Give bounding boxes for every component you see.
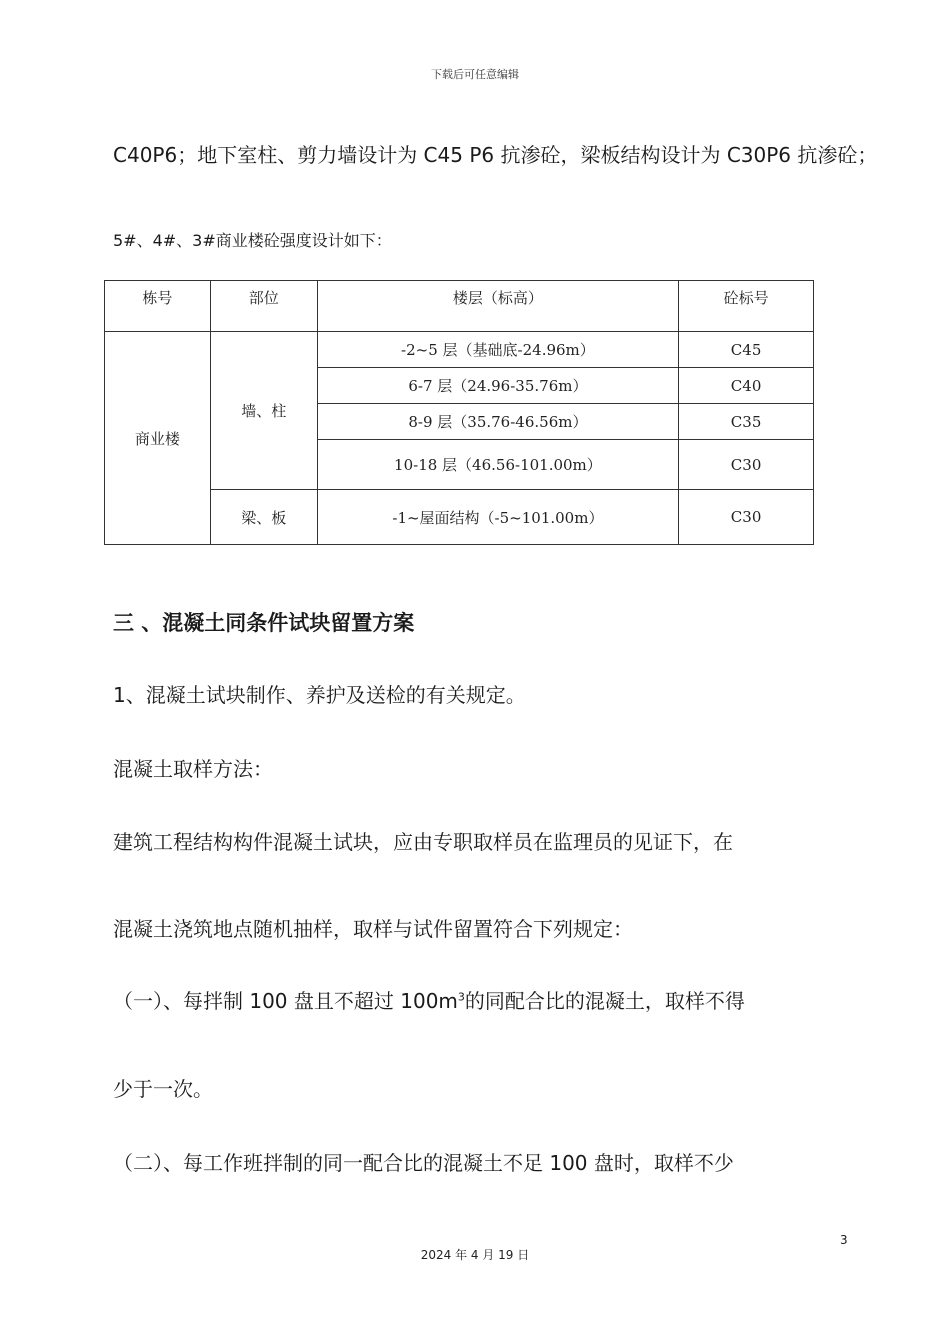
paragraph-rule-two-line1: （二）、每工作班拌制的同一配合比的混凝土不足 100 盘时，取样不少 bbox=[113, 1151, 734, 1175]
table-header-row bbox=[105, 281, 814, 332]
cell-grade: C30 bbox=[679, 490, 814, 545]
cell-part-beam: 梁、板 bbox=[210, 490, 317, 545]
page-header: 下载后可任意编辑 bbox=[431, 68, 519, 81]
cell-grade: C40 bbox=[679, 368, 814, 404]
cell-floor: -2~5 层（基础底-24.96m） bbox=[317, 332, 679, 368]
cell-grade: C35 bbox=[679, 404, 814, 440]
table-row bbox=[105, 332, 814, 368]
cell-floor: 8-9 层（35.76-46.56m） bbox=[317, 404, 679, 440]
cell-building: 商业楼 bbox=[105, 332, 211, 545]
header-grade: 砼标号 bbox=[679, 281, 814, 332]
paragraph-rule-one-line2: 少于一次。 bbox=[113, 1077, 213, 1101]
header-floor: 楼层（标高） bbox=[317, 281, 679, 332]
superscript-cubed: 3 bbox=[457, 990, 465, 1004]
cell-grade: C45 bbox=[679, 332, 814, 368]
table-row bbox=[105, 490, 814, 545]
cell-grade: C30 bbox=[679, 440, 814, 490]
cell-floor: 6-7 层（24.96-35.76m） bbox=[317, 368, 679, 404]
cell-part-wall: 墙、柱 bbox=[210, 332, 317, 490]
rule-one-text-end: 的同配合比的混凝土，取样不得 bbox=[464, 989, 745, 1013]
paragraph-sampling-line1: 建筑工程结构构件混凝土试块，应由专职取样员在监理员的见证下，在 bbox=[113, 830, 733, 854]
paragraph-rules-title: 1、混凝土试块制作、养护及送检的有关规定。 bbox=[113, 683, 526, 707]
header-part: 部位 bbox=[210, 281, 317, 332]
paragraph-table-intro: 5#、4#、3#商业楼砼强度设计如下： bbox=[113, 231, 392, 250]
concrete-grade-table bbox=[104, 280, 814, 545]
paragraph-sampling-line2: 混凝土浇筑地点随机抽样，取样与试件留置符合下列规定： bbox=[113, 917, 633, 941]
footer-date: 2024 年 4 月 19 日 bbox=[420, 1248, 530, 1262]
section-heading: 三 、混凝土同条件试块留置方案 bbox=[113, 611, 415, 635]
cell-floor: 10-18 层（46.56-101.00m） bbox=[317, 440, 679, 490]
rule-one-text-start: （一）、每拌制 100 盘且不超过 100m bbox=[113, 989, 458, 1013]
header-building: 栋号 bbox=[105, 281, 211, 332]
cell-floor: -1~屋面结构（-5~101.00m） bbox=[317, 490, 679, 545]
page-number: 3 bbox=[840, 1233, 848, 1247]
paragraph-rule-one-line1 bbox=[113, 985, 745, 1014]
paragraph-sampling-method: 混凝土取样方法： bbox=[113, 757, 273, 781]
paragraph-concrete-design: C40P6；地下室柱、剪力墙设计为 C45 P6 抗渗砼，梁板结构设计为 C30P6 抗渗砼； bbox=[113, 143, 878, 167]
